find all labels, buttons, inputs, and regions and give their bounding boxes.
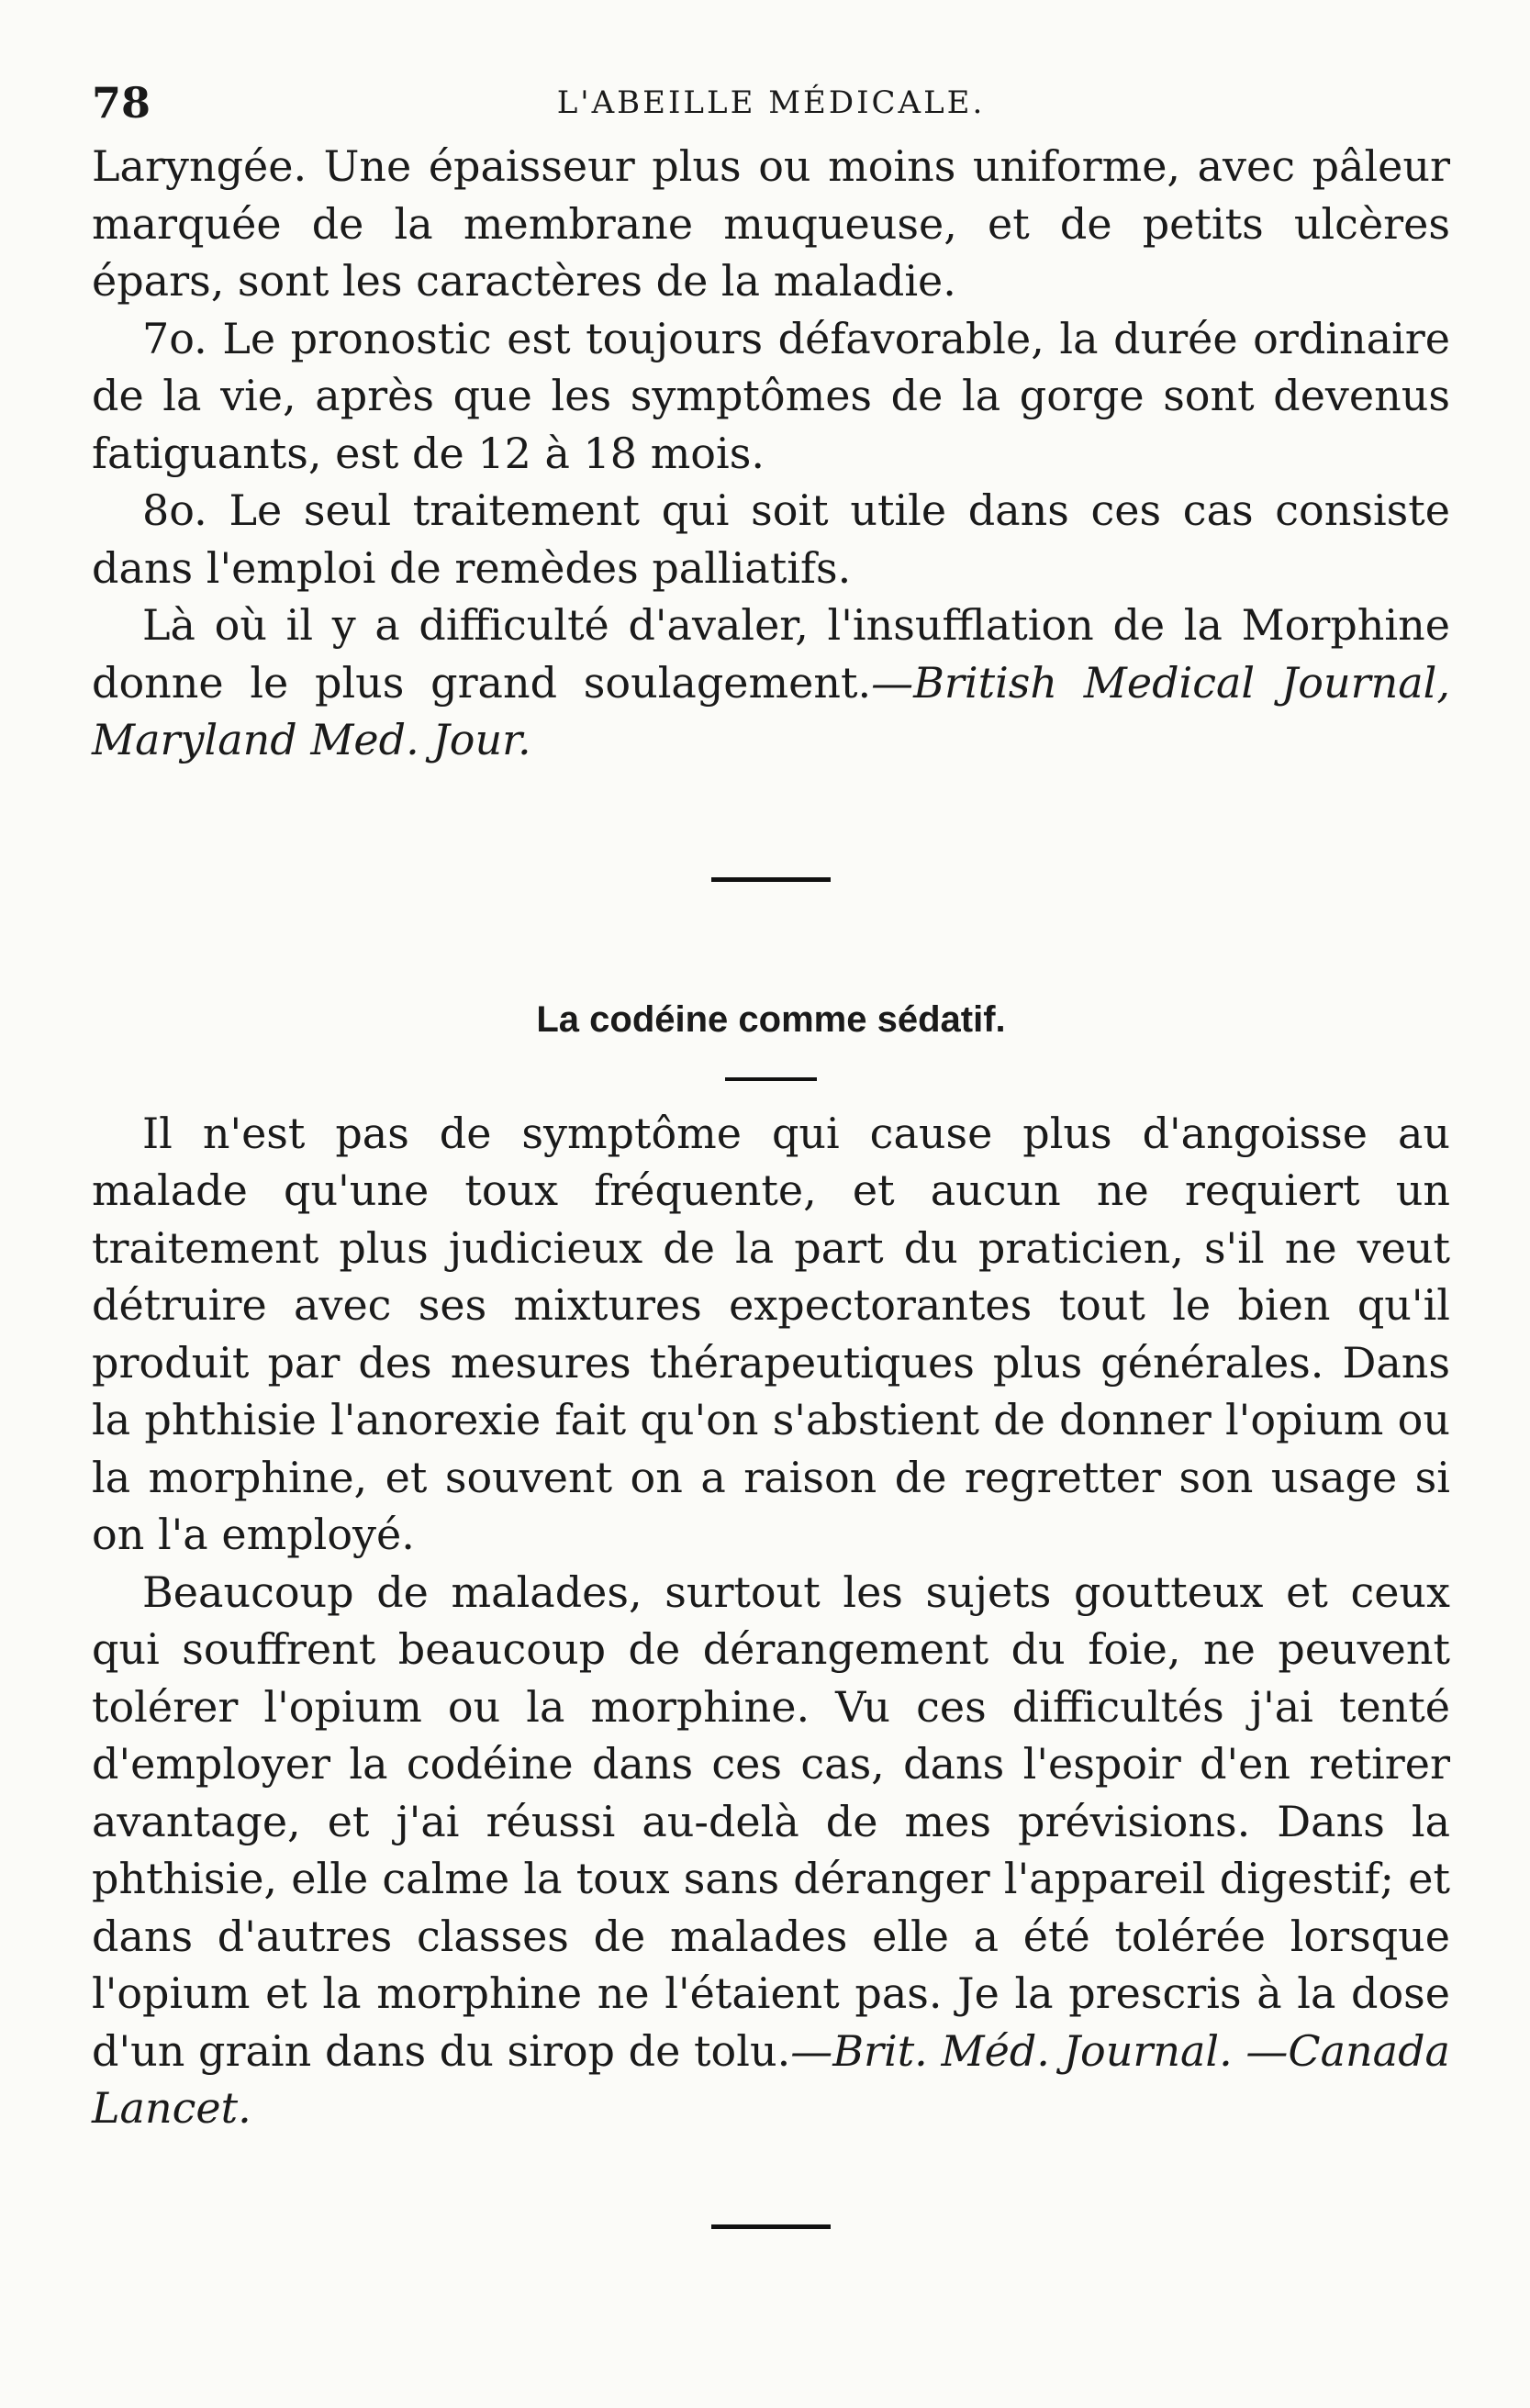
running-head xyxy=(92,73,1450,138)
running-title: L'ABEILLE MÉDICALE. xyxy=(556,84,986,121)
end-divider xyxy=(711,2224,831,2229)
article-title: La codéine comme sédatif. xyxy=(536,998,1006,1040)
book-page xyxy=(92,73,1450,2386)
page-number: 78 xyxy=(92,78,151,128)
source-citation: —Brit. Méd. Journal. —Canada Lancet. xyxy=(92,2025,1450,2133)
article-laryngeal-phthisis xyxy=(92,138,1450,769)
paragraph-codeine-text: Beaucoup de malades, surtout les sujets goutteux et ceux qui souffrent beaucoup de dérangement du foie, ne peuvent tolérer l'opium ou la morphine. Vu ces difficultés j'ai tenté d'employer la codéine dans ces cas, dans l'espoir d'en retirer avantage, et j'ai réussi au-delà de mes prévisions. Dans la phthisie, elle calme la toux sans déranger l'appareil digestif; et dans d'autres classes de malades elle a été tolérée lorsque l'opium et la morphine ne l'étaient pas. Je la prescris à la dose d'un grain dans du sirop de tolu. xyxy=(92,1566,1450,2076)
paragraph-7: 7o. Le pronostic est toujours défavorable, la durée ordinaire de la vie, après que les symptômes de la gorge sont devenus fatiguants, est de 12 à 18 mois. xyxy=(92,313,1450,478)
paragraph-codeine-use xyxy=(92,1564,1450,2137)
paragraph-insufflation xyxy=(92,596,1450,769)
paragraph-continued: Laryngée. Une épaisseur plus ou moins uniforme, avec pâleur marquée de la membrane muqueuse, et de petits ulcères épars, sont les caractères de la maladie. xyxy=(92,141,1450,306)
paragraph-insufflation-text: Là où il y a difficulté d'avaler, l'insufflation de la Morphine donne le plus grand soulagement. xyxy=(92,600,1450,708)
paragraph-cough: Il n'est pas de symptôme qui cause plus d'angoisse au malade qu'une toux fréquente, et aucun ne requiert un traitement plus judicieux de la part du praticien, s'il ne veut détruire avec ses mixtures expectorantes tout le bien qu'il produit par des mesures thérapeutiques plus générales. Dans la phthisie l'anorexie fait qu'on s'abstient de donner l'opium ou la morphine, et souvent on a raison de regretter son usage si on l'a employé. xyxy=(92,1108,1450,1559)
paragraph-8: 8o. Le seul traitement qui soit utile dans ces cas consiste dans l'emploi de remèdes palliatifs. xyxy=(92,485,1450,593)
source-citation: —British Medical Journal, Maryland Med. Jour. xyxy=(92,657,1450,764)
article-codeine xyxy=(92,1105,1450,2137)
